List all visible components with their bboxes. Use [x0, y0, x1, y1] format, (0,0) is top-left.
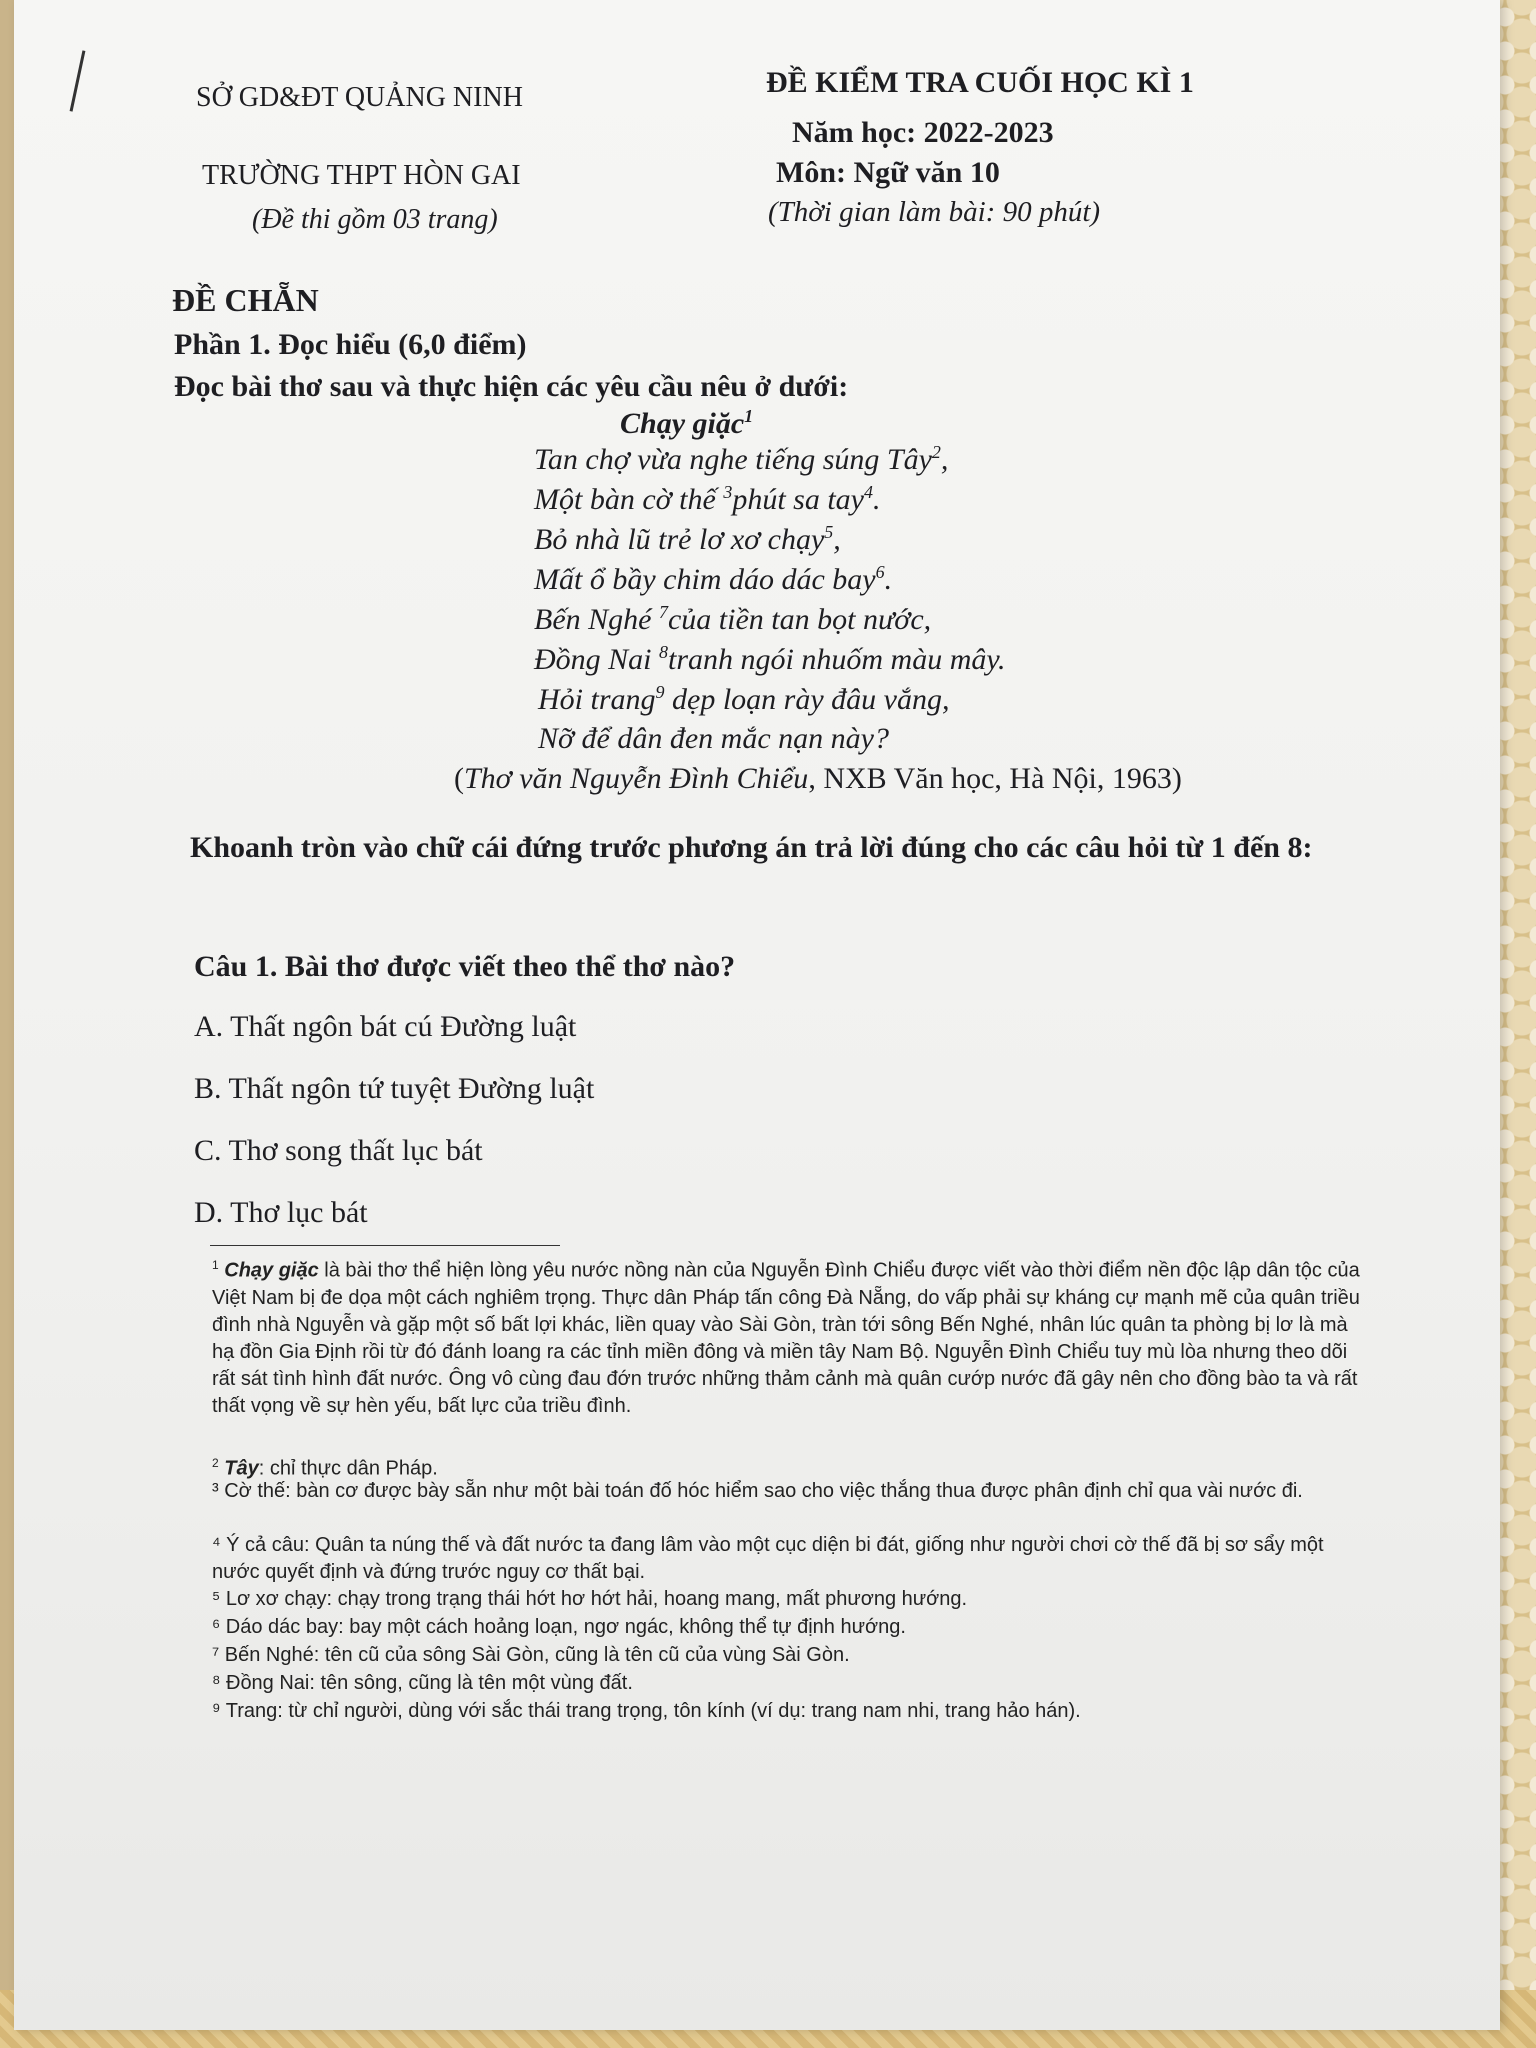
- poem-line-4: [534, 562, 892, 597]
- department-name: SỞ GD&ĐT QUẢNG NINH: [196, 82, 523, 113]
- time-note: (Thời gian làm bài: 90 phút): [768, 196, 1101, 228]
- poem-line-tail: .: [872, 483, 881, 516]
- footnote-ref: 3: [723, 482, 733, 502]
- poem-line-text: Nỡ để dân đen mắc nạn này?: [538, 722, 889, 755]
- footnote-ref: 6: [875, 562, 885, 582]
- poem-line-tail: ,: [833, 523, 841, 556]
- source-title: Thơ văn Nguyễn Đình Chiểu: [464, 762, 809, 795]
- source-publisher: , NXB Văn học, Hà Nội, 1963): [808, 762, 1182, 795]
- footnote-ref: 7: [658, 602, 668, 622]
- section-instruction: Đọc bài thơ sau và thực hiện các yêu cầu nêu ở dưới:: [174, 370, 849, 403]
- footnote-number: 1: [212, 1258, 219, 1272]
- poem-line-text: Bỏ nhà lũ trẻ lơ xơ chạy: [534, 523, 825, 556]
- source-paren: (: [454, 762, 464, 795]
- footnote-7: ⁷ Bến Nghé: tên cũ của sông Sài Gòn, cũng là tên cũ của vùng Sài Gòn.: [212, 1644, 850, 1666]
- poem-line-tail: của tiền tan bọt nước,: [667, 603, 932, 636]
- option-a[interactable]: A. Thất ngôn bát cú Đường luật: [194, 1010, 577, 1043]
- footnote-divider: [210, 1245, 560, 1246]
- option-d[interactable]: D. Thơ lục bát: [194, 1196, 368, 1229]
- footnote-1: [212, 1252, 1372, 1420]
- exam-title: ĐỀ KIỂM TRA CUỐI HỌC KÌ 1: [766, 66, 1194, 99]
- poem-line-text: Mất ổ bầy chim dáo dác bay: [534, 563, 876, 596]
- footnote-ref: 9: [655, 682, 665, 702]
- poem-line-6: [534, 642, 1006, 677]
- footnote-ref: 4: [863, 482, 873, 502]
- poem-title-text: Chạy giặc: [620, 407, 745, 440]
- footnote-ref: 2: [931, 442, 941, 462]
- questions-instruction: Khoanh tròn vào chữ cái đứng trước phương án trả lời đúng cho các câu hỏi từ 1 đến 8:: [190, 831, 1313, 864]
- subject: Môn: Ngữ văn 10: [776, 156, 1000, 189]
- poem-line-8: [538, 722, 889, 756]
- footnote-term: Tây: [224, 1457, 259, 1480]
- poem-line-1: [534, 442, 948, 477]
- poem-line-tail: .: [884, 563, 893, 596]
- footnote-number: 2: [212, 1456, 219, 1470]
- footnote-text: : chỉ thực dân Pháp.: [258, 1457, 438, 1480]
- question-1: Câu 1. Bài thơ được viết theo thể thơ nào?: [194, 950, 736, 983]
- poem-line-2: [534, 482, 880, 517]
- poem-source: [454, 762, 1182, 796]
- footnote-8: ⁸ Đồng Nai: tên sông, cũng là tên một vùng đất.: [212, 1672, 633, 1694]
- poem-line-text: Một bàn cờ thế: [534, 483, 724, 516]
- footnote-ref: 8: [659, 642, 669, 662]
- footnote-6: ⁶ Dáo dác bay: bay một cách hoảng loạn, ngơ ngác, không thể tự định hướng.: [212, 1616, 906, 1638]
- exam-variant: ĐỀ CHẴN: [172, 282, 319, 318]
- poem-line-5: [534, 602, 931, 637]
- footnote-ref: 1: [744, 406, 754, 426]
- option-c[interactable]: C. Thơ song thất lục bát: [194, 1134, 483, 1167]
- poem-line-text: Hỏi trang: [538, 683, 656, 716]
- footnote-3: ³ Cờ thế: bàn cơ được bày sẵn như một bài toán đố hóc hiểm sao cho việc thắng thua được phân định chỉ qua vài nước đi.: [212, 1480, 1303, 1502]
- option-b[interactable]: B. Thất ngôn tứ tuyệt Đường luật: [194, 1072, 595, 1105]
- footnote-ref: 5: [824, 522, 834, 542]
- poem-line-text: Tan chợ vừa nghe tiếng súng Tây: [534, 443, 932, 476]
- poem-line-3: [534, 522, 841, 557]
- poem-line-tail: dẹp loạn rày đâu vắng,: [664, 683, 950, 716]
- footnote-9: ⁹ Trang: từ chỉ người, dùng với sắc thái trang trọng, tôn kính (ví dụ: trang nam nhi, trang hảo hán).: [212, 1700, 1081, 1722]
- exam-paper: [14, 0, 1500, 2030]
- poem-line-tail: ,: [940, 443, 949, 476]
- poem-line-text: Đồng Nai: [534, 643, 660, 676]
- footnote-text: là bài thơ thể hiện lòng yêu nước nồng nàn của Nguyễn Đình Chiểu được viết vào thời điểm nền độc lập dân tộc của Việt Nam bị đe dọa một cách nghiêm trọng. Thực dân Pháp tấn công Đà Nẵng, do vấp phải sự kháng cự mạnh mẽ của quân triều đình nhà Nguyễn và gặp một số bất lợi khác, liền quay vào Sài Gòn, tràn tới sông Bến Nghé, nhân lúc quân ta phòng bị lơ là mà hạ đồn Gia Định rồi từ đó đánh loang ra các tỉnh miền đông và miền tây Nam Bộ. Nguyễn Đình Chiểu tuy mù lòa nhưng theo dõi rất sát tình hình đất nước. Ông vô cùng đau đớn trước những thảm cảnh mà quân cướp nước đã gây nên cho đồng bào ta và rất thất vọng về sự hèn yếu, bất lực của triều đình.: [212, 1259, 1360, 1417]
- pen-mark: [70, 50, 86, 111]
- school-year: Năm học: 2022-2023: [792, 116, 1054, 149]
- poem-line-text: Bến Nghé: [534, 603, 659, 636]
- poem-title: [620, 406, 753, 441]
- footnote-term: Chạy giặc: [224, 1259, 319, 1282]
- footnote-5: ⁵ Lơ xơ chạy: chạy trong trạng thái hớt hơ hớt hải, hoang mang, mất phương hướng.: [212, 1588, 968, 1610]
- poem-line-tail: phút sa tay: [732, 483, 864, 516]
- poem-line-tail: tranh ngói nhuốm màu mây.: [668, 643, 1006, 676]
- footnote-4: ⁴ Ý cả câu: Quân ta núng thế và đất nước ta đang lâm vào một cục diện bi đát, giống như người chơi cờ thế đã bị sơ sẩy một nước quyết định và đứng trước nguy cơ thất bại.: [212, 1534, 1324, 1583]
- poem-line-7: [538, 682, 949, 717]
- section-heading: Phần 1. Đọc hiểu (6,0 điểm): [174, 328, 527, 361]
- school-name: TRƯỜNG THPT HÒN GAI: [202, 160, 521, 191]
- pages-note: (Đề thi gồm 03 trang): [252, 204, 498, 235]
